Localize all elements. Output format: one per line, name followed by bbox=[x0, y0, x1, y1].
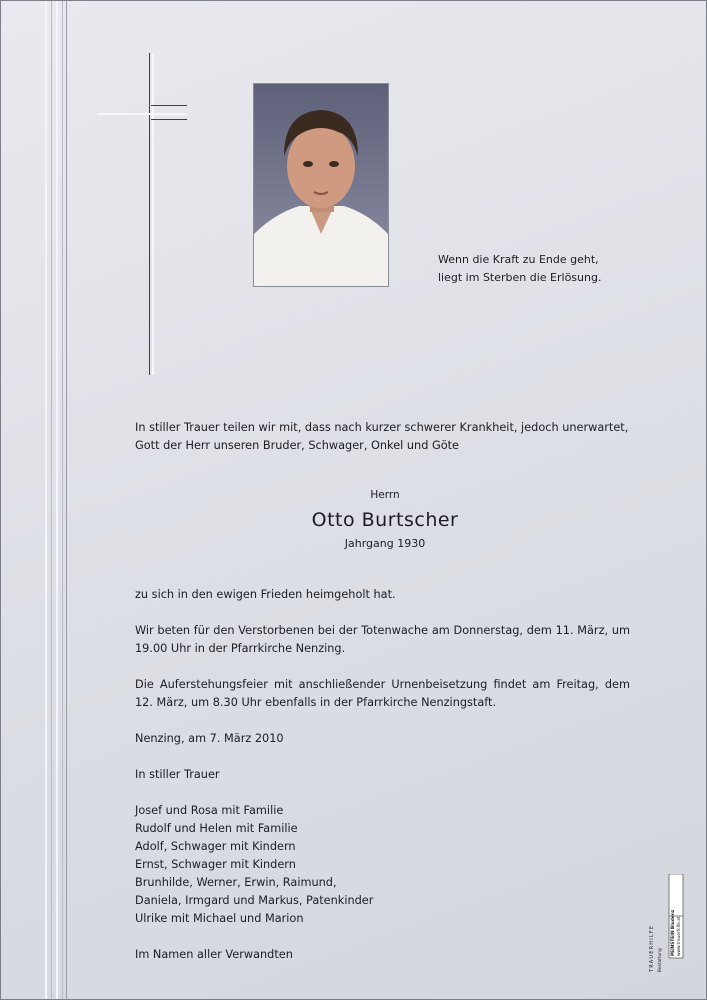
list-item: Brunhilde, Werner, Erwin, Raimund, bbox=[135, 876, 337, 889]
deceased-name: Otto Burtscher bbox=[311, 509, 459, 531]
decorative-stripe bbox=[66, 1, 67, 999]
decorative-stripe bbox=[62, 1, 63, 999]
logo-web: www.trauerhilfe.at bbox=[677, 916, 682, 956]
funeral-info: Die Auferstehungsfeier mit anschließender Urnenbeisetzung findet am Freitag, dem 12. März, um 8.30 Uhr ebenfalls in der Pfarrkirche Nenzingstaft. bbox=[135, 678, 630, 709]
mourners-list bbox=[135, 802, 373, 928]
wake-info: Wir beten für den Verstorbenen bei der Totenwache am Donnerstag, dem 11. März, um 19.00 Uhr in der Pfarrkirche Nenzing. bbox=[135, 624, 630, 655]
list-item: Adolf, Schwager mit Kindern bbox=[135, 840, 296, 853]
decorative-stripe bbox=[56, 1, 58, 999]
closing-line: Im Namen aller Verwandten bbox=[135, 948, 293, 961]
decorative-stripe bbox=[51, 1, 52, 999]
logo-sub: Bestattung bbox=[658, 948, 663, 972]
list-item: Ernst, Schwager mit Kindern bbox=[135, 858, 296, 871]
place-date: Nenzing, am 7. März 2010 bbox=[135, 732, 284, 745]
list-item: Josef und Rosa mit Familie bbox=[135, 804, 284, 817]
logo-brand: TRAUERHILFE bbox=[649, 924, 655, 972]
trauerhilfe-logo bbox=[645, 874, 685, 974]
quote bbox=[438, 251, 678, 287]
mourning-line: In stiller Trauer bbox=[135, 768, 220, 781]
list-item: Ulrike mit Michael und Marion bbox=[135, 912, 304, 925]
logo-address: PEINSTEIN Bludenz bbox=[671, 909, 676, 956]
decorative-stripe bbox=[45, 1, 47, 999]
birth-year: Jahrgang 1930 bbox=[344, 537, 426, 550]
paragraph: zu sich in den ewigen Frieden heimgeholt hat. bbox=[135, 588, 396, 601]
list-item: Rudolf und Helen mit Familie bbox=[135, 822, 298, 835]
intro-text: In stiller Trauer teilen wir mit, dass nach kurzer schwerer Krankheit, jedoch unerwartet, Gott der Herr unseren Bruder, Schwager, Onkel und Göte bbox=[135, 421, 629, 452]
quote-line: Wenn die Kraft zu Ende geht, bbox=[438, 253, 599, 266]
portrait-photo bbox=[253, 83, 389, 287]
salutation: Herrn bbox=[370, 489, 400, 501]
list-item: Daniela, Irmgard und Markus, Patenkinder bbox=[135, 894, 374, 907]
quote-line: liegt im Sterben die Erlösung. bbox=[438, 271, 602, 284]
